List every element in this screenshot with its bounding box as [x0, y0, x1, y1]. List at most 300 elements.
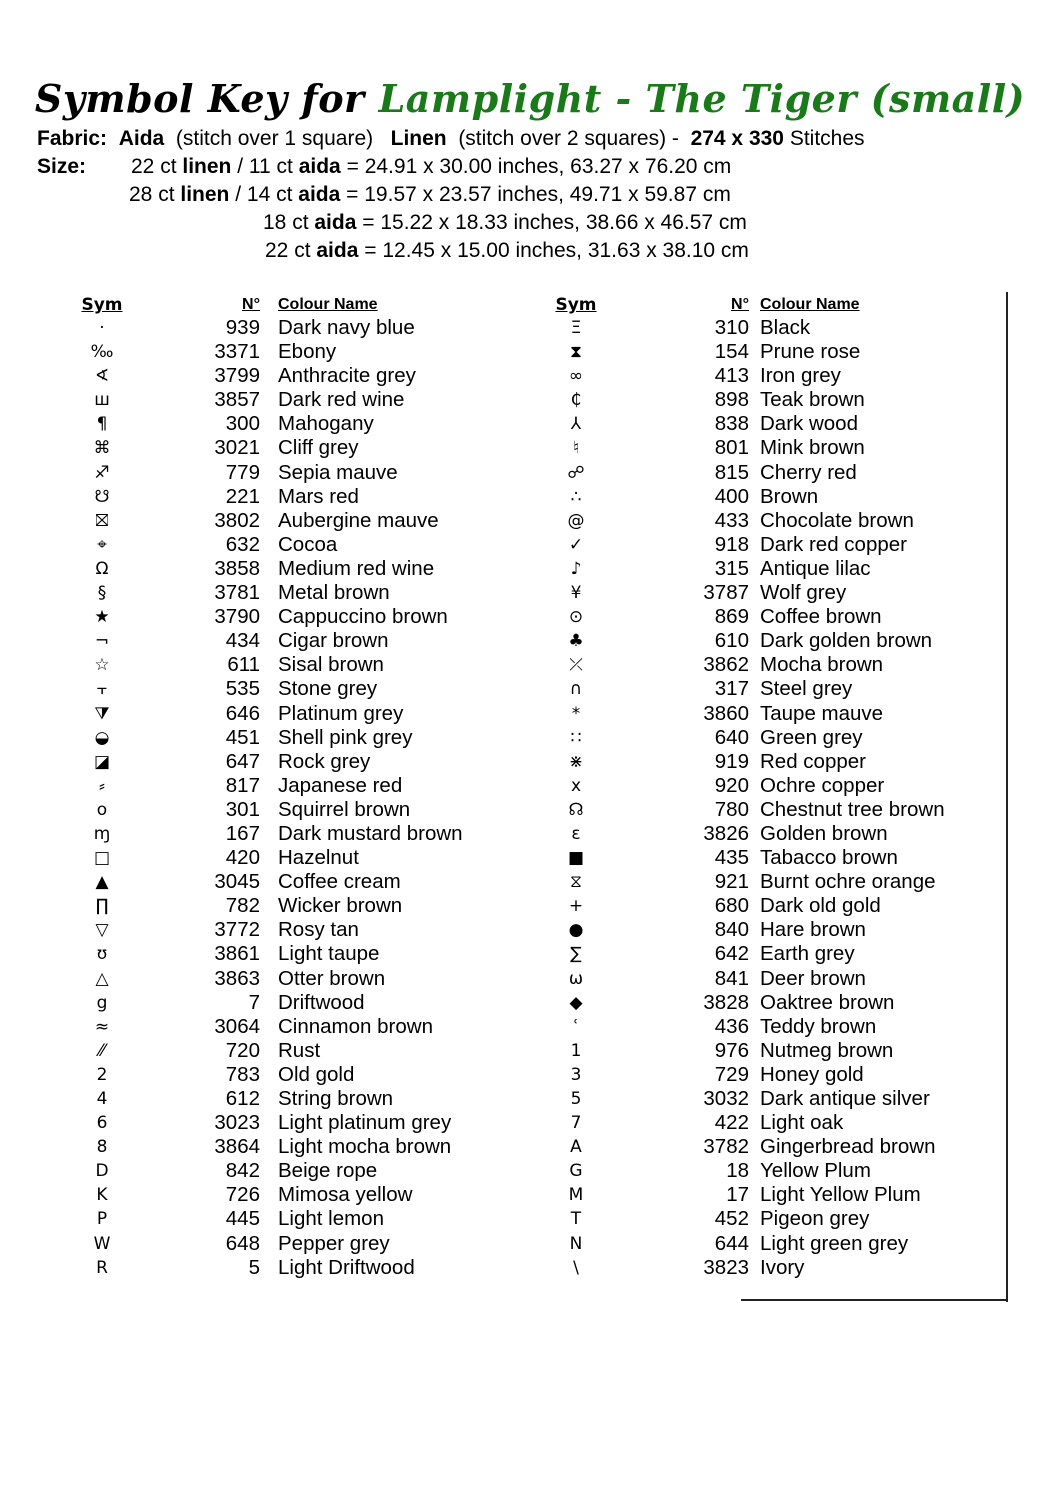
symbol-glyph-icon: □	[93, 848, 111, 869]
floss-number: 3782	[703, 1135, 749, 1159]
colour-name: Light oak	[760, 1111, 844, 1135]
table-row	[554, 702, 994, 726]
size-text: / 14 ct	[235, 183, 293, 206]
colour-name: Prune rose	[760, 340, 861, 364]
colour-name: Cinnamon brown	[278, 1014, 433, 1038]
symbol-glyph-icon: ▽	[95, 920, 109, 941]
colour-name: Mink brown	[760, 436, 865, 460]
symbol-glyph-icon: Ξ	[570, 318, 582, 338]
table-row	[80, 822, 500, 846]
table-row	[554, 509, 994, 533]
table-row	[80, 846, 500, 870]
table-row	[80, 316, 500, 340]
symbol-glyph-icon: ʊ	[96, 944, 108, 965]
floss-number: 317	[714, 677, 749, 701]
symbol-glyph-icon: +	[568, 896, 584, 917]
symbol-glyph-icon: ∴	[570, 486, 582, 507]
floss-number: 3860	[703, 701, 749, 725]
colour-name: Green grey	[760, 725, 863, 749]
floss-number: 3858	[214, 556, 260, 580]
symbol-glyph-icon: ⧖	[570, 872, 582, 893]
colour-name: Aubergine mauve	[278, 508, 439, 532]
symbol-glyph-icon: ∢	[94, 366, 110, 387]
floss-number: 680	[714, 894, 749, 918]
table-row	[554, 388, 994, 412]
floss-number: 640	[714, 725, 749, 749]
colour-name: Light platinum grey	[278, 1111, 452, 1135]
size-line	[131, 154, 731, 180]
size-fabric: linen	[180, 183, 230, 206]
symbol-glyph-icon: o	[96, 799, 108, 820]
floss-number: 3021	[214, 436, 260, 460]
colour-name: Coffee brown	[760, 605, 882, 629]
floss-number: 3781	[214, 581, 260, 605]
floss-number: 3828	[703, 990, 749, 1014]
symbol-glyph-icon: ʿ	[573, 1016, 579, 1037]
floss-number: 3861	[214, 942, 260, 966]
floss-number: 420	[225, 846, 260, 870]
colour-name: Yellow Plum	[760, 1159, 871, 1183]
symbol-glyph-icon: @	[567, 510, 585, 531]
symbol-glyph-icon: ■	[567, 848, 585, 869]
table-row	[80, 1015, 500, 1039]
symbol-glyph-icon: ⧩	[94, 703, 110, 724]
floss-number: 976	[714, 1038, 749, 1062]
fabric-aida: Aida	[118, 127, 165, 150]
floss-number: 720	[225, 1038, 260, 1062]
symbol-glyph-icon: ¥	[570, 583, 582, 604]
colour-name: Stone grey	[278, 677, 378, 701]
symbol-glyph-icon: ∏	[95, 896, 109, 917]
colour-name: Old gold	[278, 1062, 355, 1086]
symbol-glyph-icon: *	[571, 703, 581, 724]
table-row	[80, 461, 500, 485]
floss-number: 221	[225, 484, 260, 508]
colour-name: Beige rope	[278, 1159, 378, 1183]
symbol-glyph-icon: △	[95, 968, 109, 989]
symbol-glyph-icon: ♐	[94, 462, 110, 483]
table-border-right	[1006, 292, 1008, 1302]
symbol-glyph-icon: ¬	[94, 631, 110, 652]
colour-name: Sepia mauve	[278, 460, 398, 484]
table-row	[80, 388, 500, 412]
symbol-glyph-icon: 2	[96, 1064, 108, 1085]
floss-number: 646	[225, 701, 260, 725]
floss-number: 3863	[214, 966, 260, 990]
table-row	[80, 726, 500, 750]
header-num: N°	[731, 296, 749, 313]
floss-number: 838	[714, 412, 749, 436]
floss-number: 644	[714, 1231, 749, 1255]
colour-name: Japanese red	[278, 773, 403, 797]
floss-number: 315	[714, 556, 749, 580]
floss-number: 422	[714, 1111, 749, 1135]
fabric-linen: Linen	[390, 127, 447, 150]
size-dims: = 15.22 x 18.33 inches, 38.66 x 46.57 cm	[362, 211, 747, 234]
colour-name: Rock grey	[278, 749, 371, 773]
floss-number: 5	[248, 1255, 260, 1279]
floss-number: 920	[714, 773, 749, 797]
floss-number: 413	[714, 364, 749, 388]
colour-name: Hazelnut	[278, 846, 359, 870]
table-row	[554, 461, 994, 485]
symbol-glyph-icon: ₵	[570, 390, 582, 411]
table-header	[80, 294, 500, 316]
symbol-glyph-icon: ☆	[94, 655, 110, 676]
table-row	[554, 1063, 994, 1087]
fabric-aida-note: (stitch over 1 square)	[175, 127, 374, 150]
table-row	[80, 677, 500, 701]
table-row	[80, 412, 500, 436]
colour-name: Driftwood	[278, 990, 365, 1014]
table-row	[554, 557, 994, 581]
symbol-glyph-icon: ш	[94, 390, 110, 411]
colour-name: Otter brown	[278, 966, 386, 990]
table-row	[554, 340, 994, 364]
floss-number: 3790	[214, 605, 260, 629]
symbol-glyph-icon: ●	[568, 920, 584, 941]
symbol-glyph-icon: ♮	[572, 438, 580, 459]
table-row	[80, 1063, 500, 1087]
table-row	[554, 605, 994, 629]
symbol-glyph-icon: ♣	[568, 631, 584, 652]
fabric-label: Fabric:	[37, 127, 108, 150]
symbol-glyph-icon: ⫟	[96, 679, 108, 700]
table-row	[554, 991, 994, 1015]
header-sym: Sym	[555, 295, 597, 315]
floss-number: 783	[225, 1062, 260, 1086]
symbol-glyph-icon: ‰	[90, 342, 114, 363]
table-row	[554, 436, 994, 460]
colour-name: Nutmeg brown	[760, 1038, 894, 1062]
floss-number: 301	[225, 797, 260, 821]
floss-number: 7	[248, 990, 260, 1014]
table-row	[80, 629, 500, 653]
colour-name: Shell pink grey	[278, 725, 413, 749]
size-fabric: aida	[298, 155, 341, 178]
symbol-glyph-icon: P	[96, 1209, 108, 1230]
table-row	[80, 1183, 500, 1207]
colour-name: Golden brown	[760, 821, 888, 845]
symbol-glyph-icon: ω	[568, 968, 584, 989]
table-row	[554, 412, 994, 436]
table-row	[80, 894, 500, 918]
floss-number: 779	[225, 460, 260, 484]
table-row	[554, 316, 994, 340]
floss-number: 898	[714, 388, 749, 412]
table-row	[554, 870, 994, 894]
table-row	[80, 1039, 500, 1063]
symbol-glyph-icon: ¶	[96, 414, 108, 435]
floss-number: 433	[714, 508, 749, 532]
size-text: 28 ct	[129, 183, 175, 206]
colour-name: Wicker brown	[278, 894, 403, 918]
floss-number: 154	[714, 340, 749, 364]
table-row	[80, 436, 500, 460]
table-row	[554, 750, 994, 774]
colour-name: Red copper	[760, 749, 866, 773]
colour-name: Pepper grey	[278, 1231, 390, 1255]
colour-name: Ochre copper	[760, 773, 885, 797]
table-row	[554, 1183, 994, 1207]
floss-number: 840	[714, 918, 749, 942]
colour-name: Deer brown	[760, 966, 866, 990]
symbol-glyph-icon: ∷	[570, 727, 582, 748]
symbol-glyph-icon: 1	[570, 1040, 582, 1061]
colour-name: Dark red wine	[278, 388, 405, 412]
floss-number: 3857	[214, 388, 260, 412]
symbol-glyph-icon: ★	[94, 607, 110, 628]
colour-name: Gingerbread brown	[760, 1135, 936, 1159]
colour-name: String brown	[278, 1087, 394, 1110]
colour-name: Light green grey	[760, 1231, 909, 1255]
page-title	[0, 76, 1060, 121]
symbol-glyph-icon: \	[573, 1257, 579, 1278]
floss-number: 436	[714, 1014, 749, 1038]
symbol-glyph-icon: ≈	[94, 1016, 110, 1037]
table-row	[554, 653, 994, 677]
size-text: / 11 ct	[237, 155, 293, 178]
table-row	[554, 967, 994, 991]
table-row	[554, 1207, 994, 1231]
colour-name: Cliff grey	[278, 436, 359, 460]
table-row	[554, 822, 994, 846]
table-row	[554, 798, 994, 822]
colour-name: Mimosa yellow	[278, 1183, 413, 1207]
colour-name: Sisal brown	[278, 653, 384, 677]
floss-number: 310	[714, 316, 749, 339]
colour-name: Dark antique silver	[760, 1087, 930, 1110]
table-row	[554, 1087, 994, 1111]
table-row	[554, 581, 994, 605]
floss-number: 400	[714, 484, 749, 508]
colour-name: Rosy tan	[278, 918, 359, 942]
symbol-glyph-icon: A	[570, 1137, 582, 1158]
symbol-glyph-icon: ⌖	[97, 534, 107, 555]
table-border-bottom	[741, 1299, 1008, 1301]
table-row	[554, 485, 994, 509]
symbol-glyph-icon: 8	[96, 1137, 108, 1158]
table-row	[80, 605, 500, 629]
colour-name: Teddy brown	[760, 1014, 877, 1038]
table-row	[554, 894, 994, 918]
header-name: Colour Name	[760, 296, 860, 313]
floss-number: 841	[714, 966, 749, 990]
colour-name: Mars red	[278, 484, 359, 508]
size-dims: = 19.57 x 23.57 inches, 49.71 x 59.87 cm	[346, 183, 731, 206]
floss-number: 3064	[214, 1014, 260, 1038]
floss-number: 3864	[214, 1135, 260, 1159]
floss-number: 815	[714, 460, 749, 484]
floss-number: 17	[726, 1183, 749, 1207]
header-sym: Sym	[81, 295, 123, 315]
size-dims: = 12.45 x 15.00 inches, 31.63 x 38.10 cm	[364, 239, 749, 262]
colour-name: Mocha brown	[760, 653, 884, 677]
colour-name: Black	[760, 316, 811, 339]
table-row	[80, 1111, 500, 1135]
table-row	[80, 340, 500, 364]
size-text: 22 ct	[265, 239, 311, 262]
floss-number: 611	[227, 653, 260, 677]
colour-name: Antique lilac	[760, 556, 871, 580]
colour-name: Mahogany	[278, 412, 374, 436]
symbol-glyph-icon: W	[93, 1233, 111, 1254]
table-row	[554, 1039, 994, 1063]
symbol-glyph-icon: ⌘	[93, 438, 111, 459]
symbol-glyph-icon: ⊙	[568, 607, 584, 628]
symbol-glyph-icon: T	[570, 1209, 582, 1230]
floss-number: 451	[225, 725, 260, 749]
table-row	[80, 1232, 500, 1256]
colour-name: Medium red wine	[278, 556, 435, 580]
pattern-name: Lamplight - The Tiger (small)	[378, 76, 1026, 121]
symbol-glyph-icon: g	[96, 992, 108, 1013]
table-row	[80, 509, 500, 533]
colour-name: Cocoa	[278, 532, 338, 556]
symbol-glyph-icon: 7	[570, 1113, 582, 1134]
size-fabric: linen	[182, 155, 232, 178]
table-row	[554, 774, 994, 798]
stitch-count: 274 x 330	[690, 127, 784, 150]
floss-number: 939	[225, 316, 260, 339]
symbol-glyph-icon: ☍	[567, 462, 585, 483]
table-row	[80, 557, 500, 581]
colour-name: Burnt ochre orange	[760, 870, 936, 894]
floss-number: 921	[714, 870, 749, 894]
symbol-glyph-icon: 6	[96, 1113, 108, 1134]
table-row	[80, 870, 500, 894]
colour-name: Dark golden brown	[760, 629, 933, 653]
colour-name: Coffee cream	[278, 870, 401, 894]
floss-number: 435	[714, 846, 749, 870]
table-row	[80, 1256, 500, 1280]
table-row	[554, 1015, 994, 1039]
colour-name: Brown	[760, 484, 819, 508]
colour-name: Cappuccino brown	[278, 605, 448, 629]
colour-name: Iron grey	[760, 364, 841, 388]
colour-name: Dark mustard brown	[278, 821, 463, 845]
table-row	[80, 653, 500, 677]
symbol-glyph-icon: D	[95, 1161, 109, 1182]
symbol-glyph-icon: ∑	[570, 944, 582, 965]
stitch-label: Stitches	[789, 127, 865, 150]
table-row	[554, 1159, 994, 1183]
colour-name: Light mocha brown	[278, 1135, 452, 1159]
floss-number: 726	[225, 1183, 260, 1207]
size-fabric: aida	[314, 211, 357, 234]
floss-number: 535	[225, 677, 260, 701]
floss-number: 3787	[703, 581, 749, 605]
symbol-glyph-icon: 4	[96, 1089, 108, 1109]
table-row	[80, 364, 500, 388]
table-row	[80, 1159, 500, 1183]
colour-name: Wolf grey	[760, 581, 847, 605]
symbol-glyph-icon: ♪	[570, 558, 582, 579]
size-fabric: aida	[298, 183, 341, 206]
floss-number: 3032	[703, 1087, 749, 1110]
table-row	[80, 918, 500, 942]
floss-number: 3799	[214, 364, 260, 388]
symbol-glyph-icon: ɱ	[93, 823, 111, 844]
symbol-table-left	[80, 294, 500, 1280]
table-row	[554, 1135, 994, 1159]
symbol-glyph-icon: ☋	[94, 486, 110, 507]
symbol-glyph-icon: ⅄	[570, 414, 582, 435]
symbol-table-right	[554, 294, 994, 1280]
floss-number: 18	[726, 1159, 749, 1183]
symbol-glyph-icon: ∞	[568, 366, 584, 387]
symbol-glyph-icon: ◒	[94, 727, 110, 748]
table-row	[80, 702, 500, 726]
symbol-glyph-icon: G	[569, 1161, 583, 1182]
symbol-glyph-icon: ⧗	[570, 342, 582, 363]
floss-number: 648	[225, 1231, 260, 1255]
floss-number: 610	[714, 629, 749, 653]
colour-name: Cigar brown	[278, 629, 389, 653]
table-row	[554, 1256, 994, 1280]
colour-name: Dark old gold	[760, 894, 881, 918]
colour-name: Light taupe	[278, 942, 380, 966]
symbol-glyph-icon: ɛ	[571, 823, 581, 844]
colour-name: Light lemon	[278, 1207, 384, 1231]
symbol-glyph-icon: ∩	[569, 679, 583, 700]
size-label: Size:	[37, 155, 87, 178]
symbol-glyph-icon: ⛝	[95, 510, 109, 531]
floss-number: 167	[225, 821, 260, 845]
table-row	[554, 1111, 994, 1135]
fabric-linen-note: (stitch over 2 squares) -	[458, 127, 679, 150]
colour-name: Light Yellow Plum	[760, 1183, 921, 1207]
table-row	[554, 918, 994, 942]
symbol-glyph-icon: ⤫	[569, 655, 583, 676]
floss-number: 842	[225, 1159, 260, 1183]
floss-number: 3823	[703, 1255, 749, 1279]
table-row	[80, 798, 500, 822]
floss-number: 647	[225, 749, 260, 773]
symbol-glyph-icon: M	[568, 1185, 584, 1206]
symbol-glyph-icon: ⋇	[568, 751, 584, 772]
table-row	[80, 991, 500, 1015]
floss-number: 918	[714, 532, 749, 556]
table-header	[554, 294, 994, 316]
symbol-glyph-icon: Ω	[95, 558, 109, 579]
floss-number: 729	[714, 1062, 749, 1086]
table-row	[80, 967, 500, 991]
colour-name: Rust	[278, 1038, 321, 1062]
colour-name: Ebony	[278, 340, 337, 364]
floss-number: 3045	[214, 870, 260, 894]
table-row	[554, 726, 994, 750]
table-row	[80, 1087, 500, 1111]
floss-number: 445	[225, 1207, 260, 1231]
symbol-glyph-icon: ☊	[568, 799, 584, 820]
table-row	[554, 677, 994, 701]
size-text: 22 ct	[131, 155, 177, 178]
colour-name: Dark navy blue	[278, 316, 415, 339]
symbol-glyph-icon: ⸗	[99, 775, 105, 796]
size-text: 18 ct	[263, 211, 309, 234]
colour-name: Earth grey	[760, 942, 855, 966]
symbol-glyph-icon: 5	[570, 1089, 582, 1109]
table-row	[554, 1232, 994, 1256]
floss-number: 642	[714, 942, 749, 966]
floss-number: 3802	[214, 508, 260, 532]
floss-number: 780	[714, 797, 749, 821]
header-name: Colour Name	[278, 296, 378, 313]
title-prefix: Symbol Key for	[34, 76, 365, 121]
symbol-glyph-icon: ✓	[568, 534, 584, 555]
size-line	[129, 182, 731, 208]
